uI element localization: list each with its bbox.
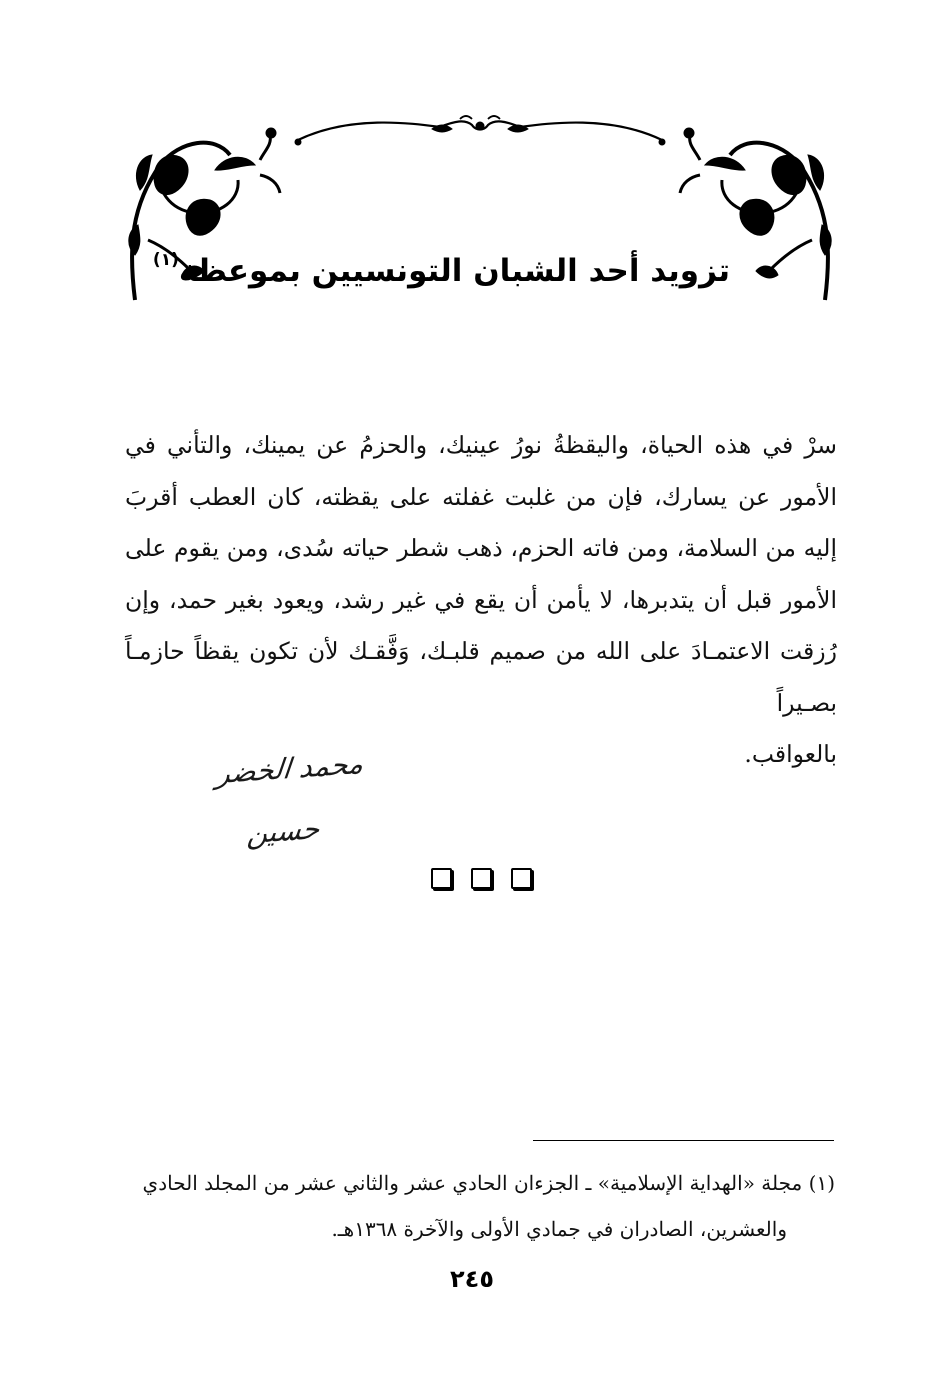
footnote-line: والعشرين، الصادران في جمادي الأولى والآخرة ١٣٦٨هـ.: [331, 1217, 787, 1241]
section-heading: [152, 250, 730, 289]
body-line: سرْ في هذه الحياة، واليقظةُ نورُ عينيك، والحزمُ عن يمينك، والتأني: [166, 431, 837, 459]
footnote-line: (١) مجلة «الهداية الإسلامية» ـ الجزءان الحادي عشر والثاني عشر من المجلد الحادي: [142, 1171, 835, 1195]
footnote: [125, 1160, 835, 1252]
body-line: في الأمور عن يسارك، فإن من غلبت غفلته على يقظته، كان العطب أقربَ إليه: [125, 431, 837, 562]
body-line: بالعواقب.: [744, 740, 837, 768]
top-swirl-rule: [295, 116, 665, 145]
footnote-reference: (١): [152, 250, 179, 270]
body-line: من السلامة، ومن فاته الحزم، ذهب شطر حياته سُدى، ومن يقوم على الأمور: [125, 534, 837, 614]
body-line: الاعتمـادَ على الله من صميم قلبـك، وَفَّقـك لأن تكون يقظاً حازمـاً بصـيراً: [125, 637, 837, 717]
end-mark-square: [471, 868, 492, 889]
page-number: ٢٤٥: [450, 1265, 494, 1293]
end-mark-square: [511, 868, 532, 889]
footnote-separator: [533, 1140, 834, 1141]
body-line: قبل أن يتدبرها، لا يأمن أن يقع في غير رشد، ويعود بغير حمد، وإن رُزقت: [125, 585, 837, 665]
author-signature: محمد الخضر حسين: [214, 746, 366, 851]
body-paragraph: [125, 420, 837, 781]
end-mark-square: [431, 868, 452, 889]
section-end-marks: [431, 868, 536, 892]
heading-title: تزويد أحد الشبان التونسيين بموعظة: [178, 253, 730, 289]
